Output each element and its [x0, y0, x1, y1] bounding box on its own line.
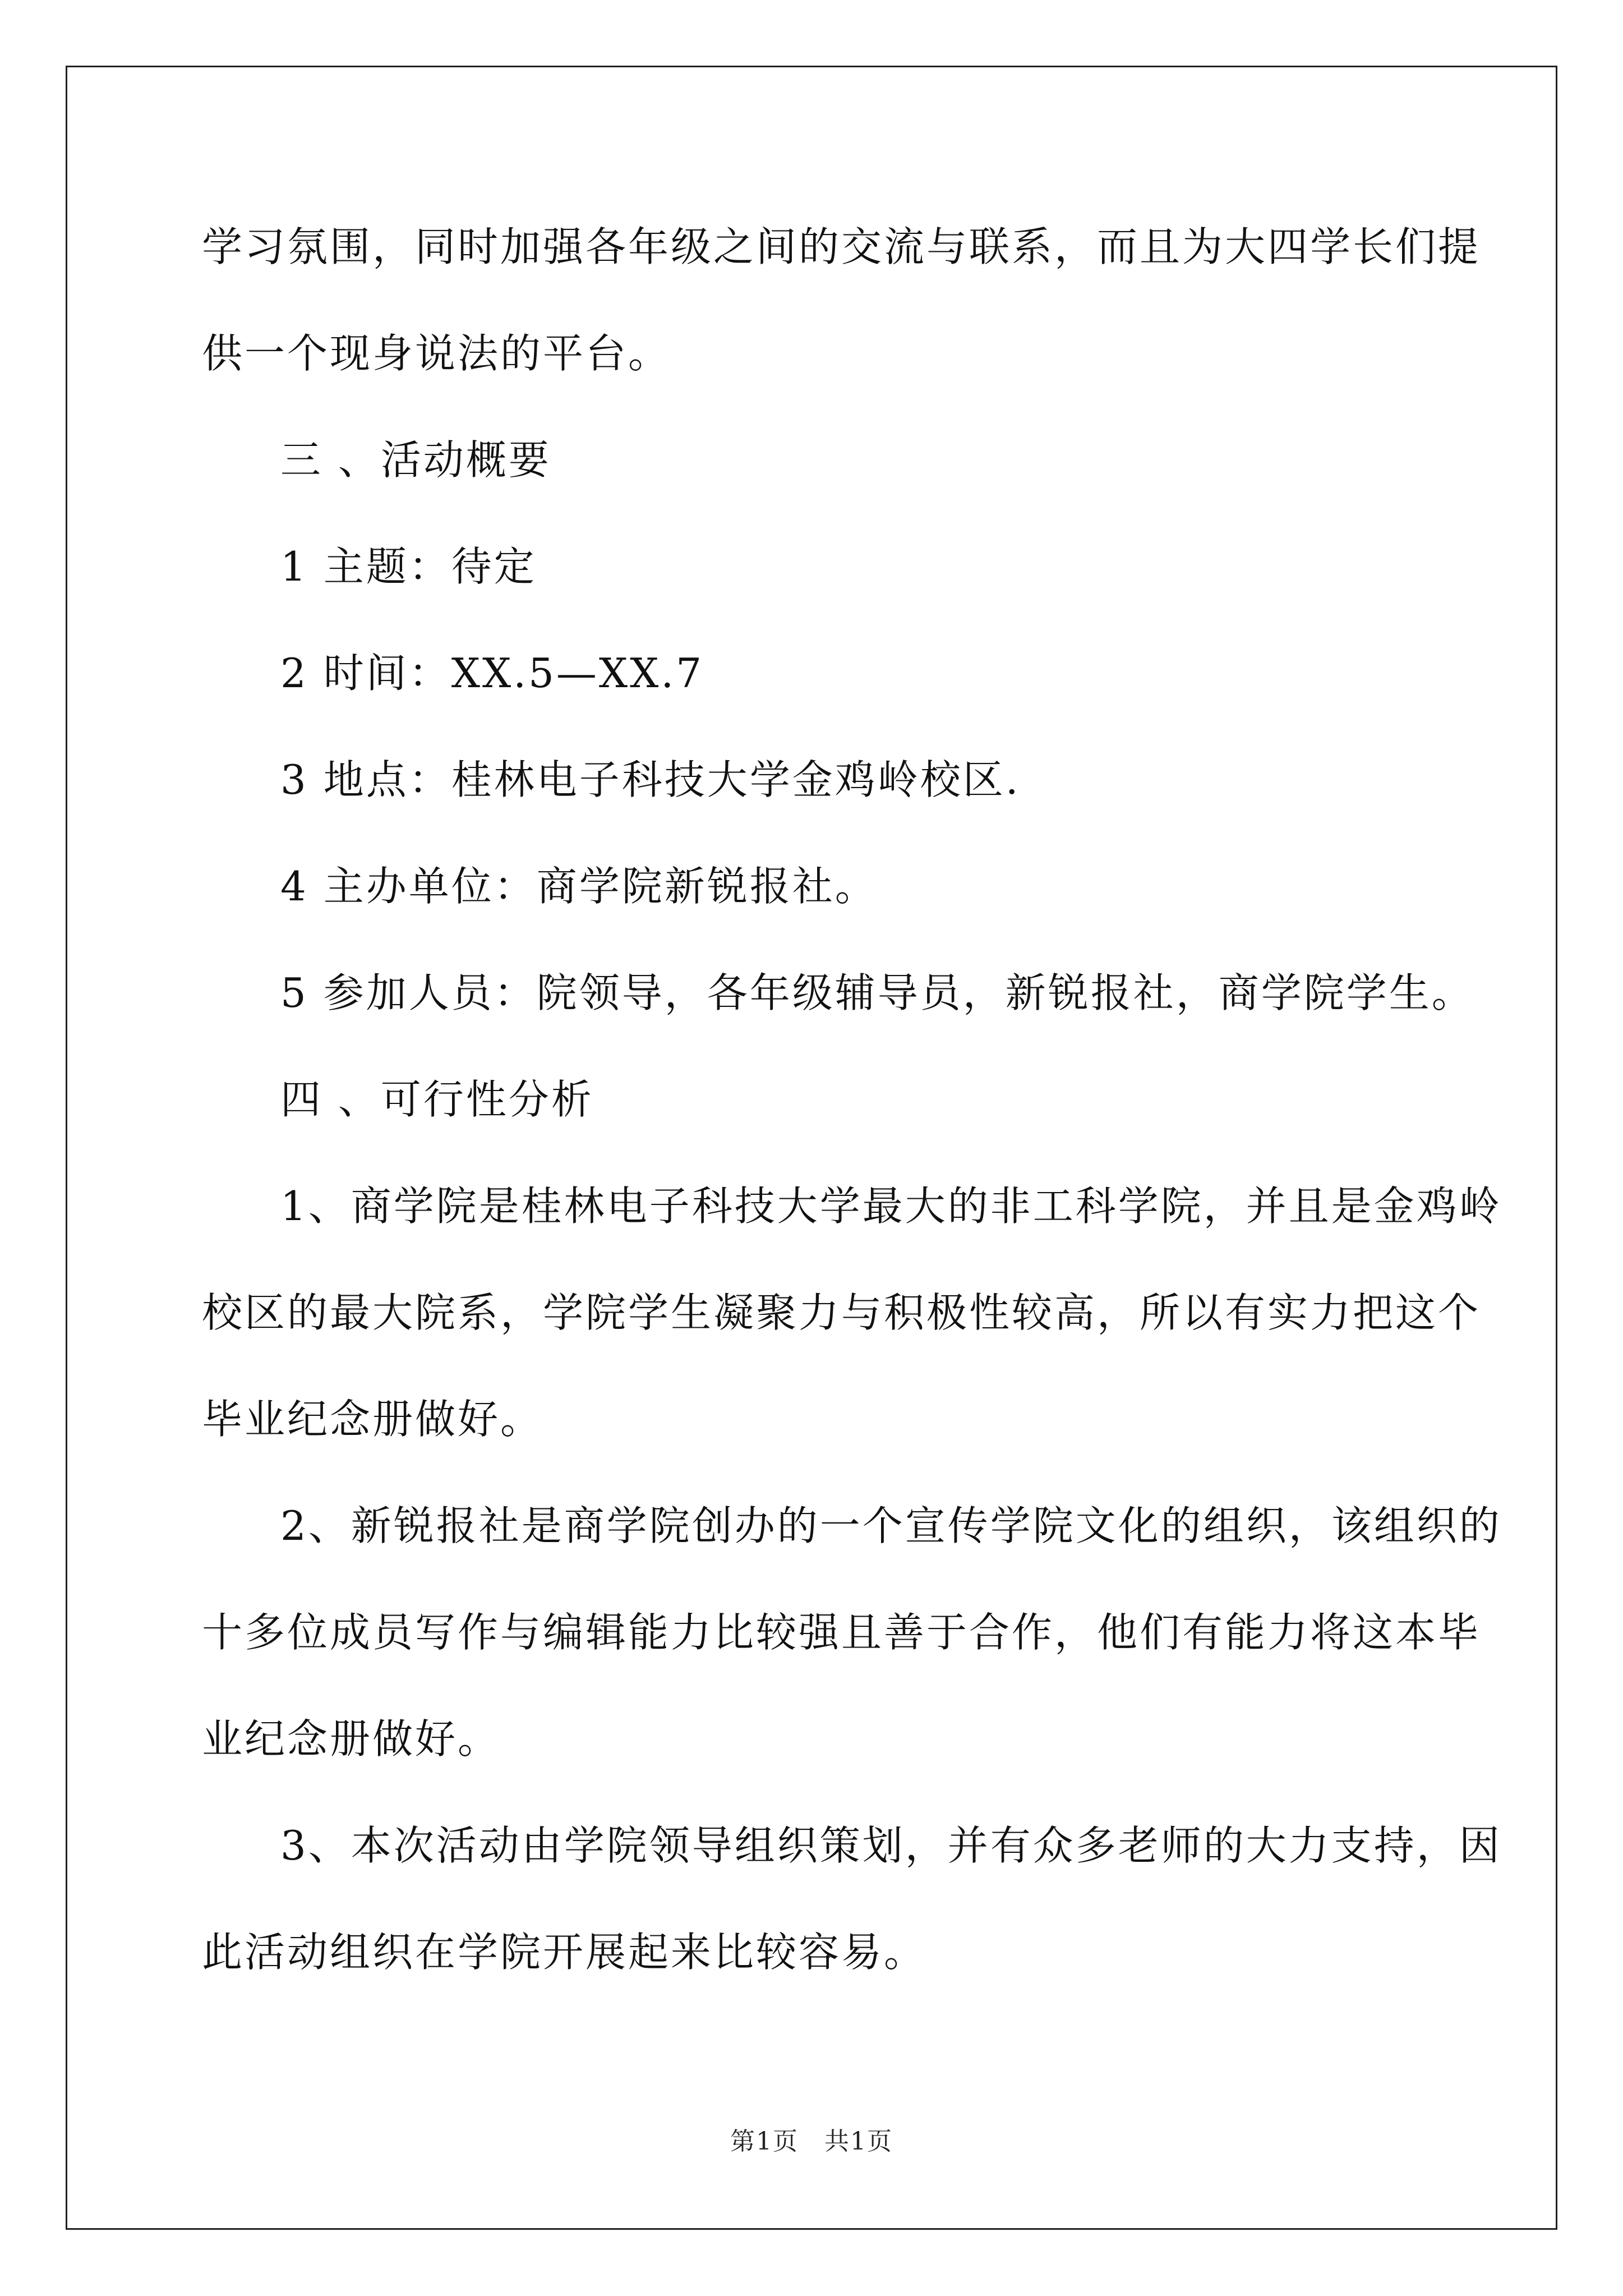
body-line: 毕业纪念册做好。	[202, 1396, 543, 1443]
body-line: 校区的最大院系，学院学生凝聚力与积极性较高，所以有实力把这个	[202, 1289, 1481, 1336]
section-heading: 四 、可行性分析	[280, 1076, 594, 1123]
list-item: 5 参加人员：院领导，各年级辅导员，新锐报社，商学院学生。	[280, 969, 1474, 1016]
section-heading: 三 、活动概要	[280, 436, 551, 484]
body-line: 学习氛围，同时加强各年级之间的交流与联系，而且为大四学长们提	[202, 223, 1481, 270]
body-line: 业纪念册做好。	[202, 1715, 501, 1763]
body-line: 供一个现身说法的平台。	[202, 330, 671, 377]
body-line: 2、新锐报社是商学院创办的一个宣传学院文化的组织，该组织的	[280, 1502, 1502, 1549]
list-item: 3 地点：桂林电子科技大学金鸡岭校区.	[280, 756, 1021, 803]
list-item: 4 主办单位：商学院新锐报社。	[280, 863, 878, 910]
list-item: 1 主题：待定	[280, 543, 537, 590]
body-line: 3、本次活动由学院领导组织策划，并有众多老师的大力支持，因	[280, 1822, 1502, 1869]
page-footer: 第1页 共1页	[730, 2127, 893, 2156]
body-line: 十多位成员写作与编辑能力比较强且善于合作，他们有能力将这本毕	[202, 1609, 1481, 1656]
body-line: 此活动组织在学院开展起来比较容易。	[202, 1929, 927, 1976]
list-item: 2 时间：XX.5—XX.7	[280, 650, 704, 697]
page-frame	[66, 66, 1557, 2230]
body-line: 1、商学院是桂林电子科技大学最大的非工科学院，并且是金鸡岭	[280, 1182, 1502, 1230]
